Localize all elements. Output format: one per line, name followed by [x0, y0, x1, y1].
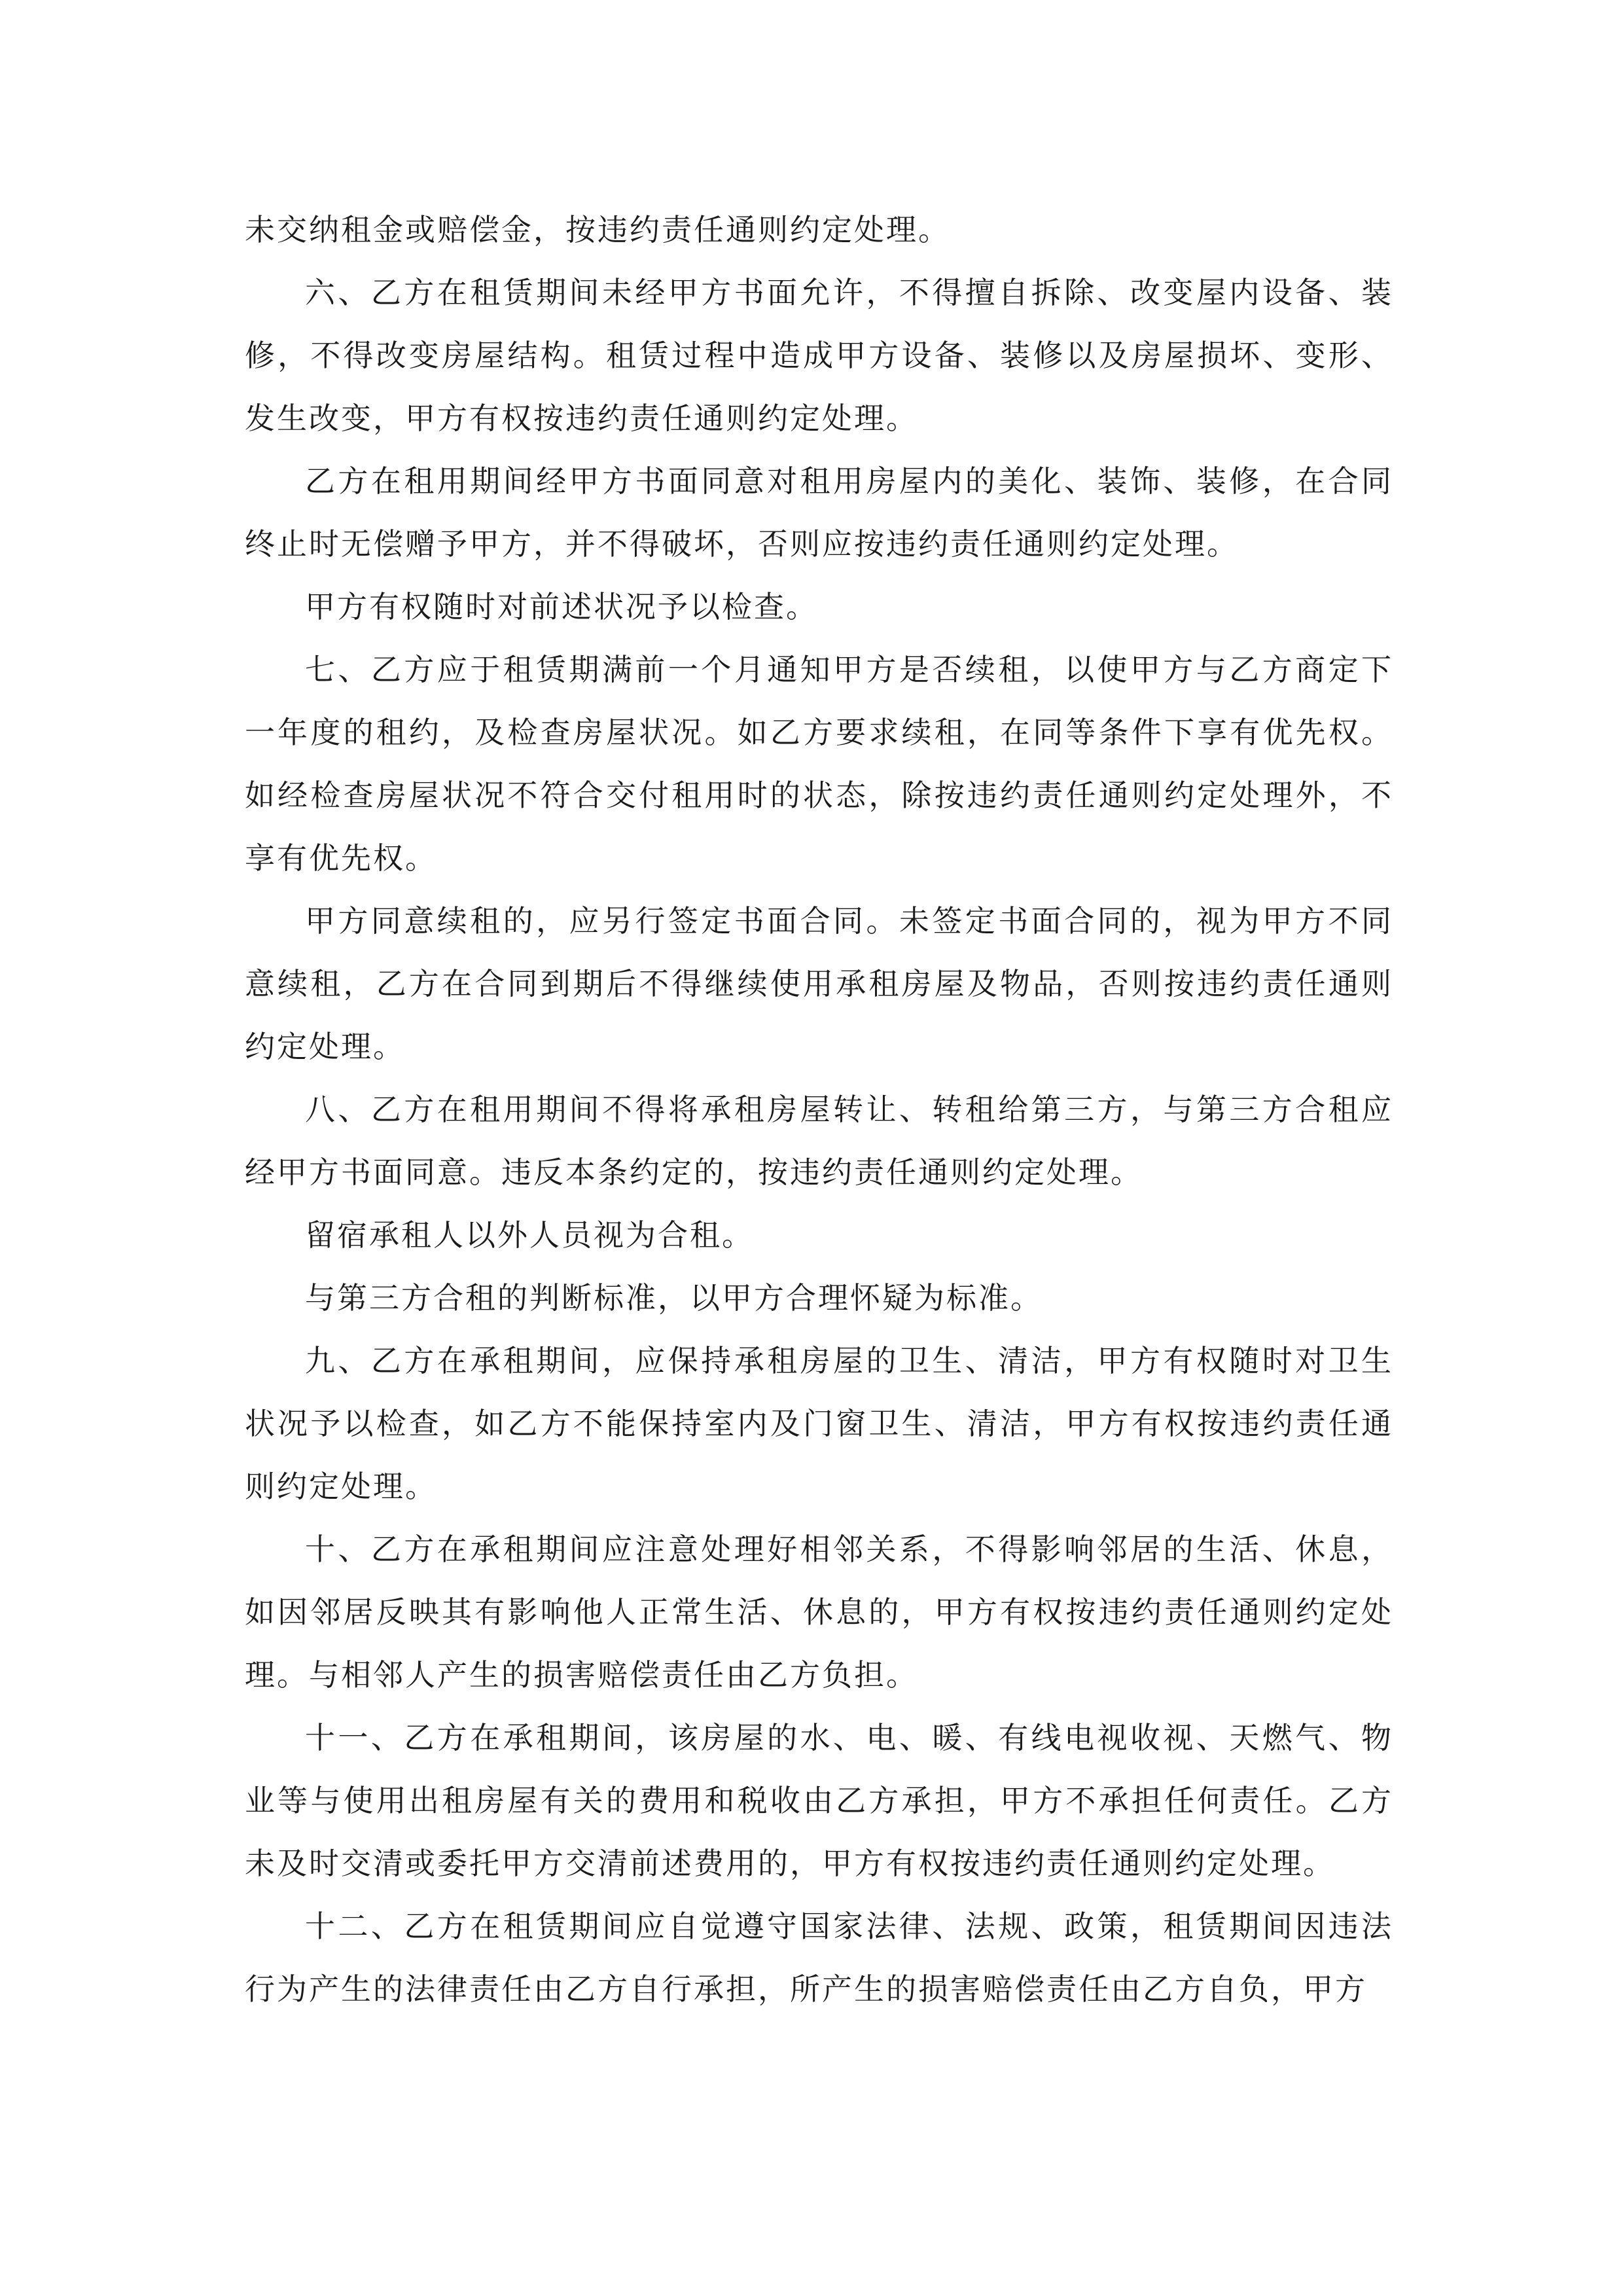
- paragraph-clause-6-decoration: 乙方在租用期间经甲方书面同意对租用房屋内的美化、装饰、装修，在合同终止时无偿赠予甲方，并不得破坏，否则应按违约责任通则约定处理。: [245, 463, 1393, 562]
- paragraph-clause-12: 十二、乙方在租赁期间应自觉遵守国家法律、法规、政策，租赁期间因违法行为产生的法律责任由乙方自行承担，所产生的损害赔偿责任由乙方自负，甲方: [245, 1909, 1393, 2007]
- paragraph-clause-11: 十一、乙方在承租期间，该房屋的水、电、暖、有线电视收视、天燃气、物业等与使用出租房屋有关的费用和税收由乙方承担，甲方不承担任何责任。乙方未及时交清或委托甲方交清前述费用的，甲方有权按违约责任通则约定处理。: [245, 1720, 1393, 1881]
- paragraph-clause-8: 八、乙方在租用期间不得将承租房屋转让、转租给第三方，与第三方合租应经甲方书面同意。违反本条约定的，按违约责任通则约定处理。: [245, 1092, 1393, 1190]
- document-body: [245, 198, 1393, 2020]
- paragraph-clause-7-renewal: 甲方同意续租的，应另行签定书面合同。未签定书面合同的，视为甲方不同意续租，乙方在合同到期后不得继续使用承租房屋及物品，否则按违约责任通则约定处理。: [245, 903, 1393, 1064]
- paragraph-clause-6: 六、乙方在租赁期间未经甲方书面允许，不得擅自拆除、改变屋内设备、装修，不得改变房屋结构。租赁过程中造成甲方设备、装修以及房屋损坏、变形、发生改变，甲方有权按违约责任通则约定处理。: [245, 275, 1393, 436]
- paragraph-clause-6-inspection: 甲方有权随时对前述状况予以检查。: [305, 589, 818, 624]
- paragraph-clause-9: 九、乙方在承租期间，应保持承租房屋的卫生、清洁，甲方有权随时对卫生状况予以检查，如乙方不能保持室内及门窗卫生、清洁，甲方有权按违约责任通则约定处理。: [245, 1343, 1393, 1504]
- paragraph-clause-10: 十、乙方在承租期间应注意处理好相邻关系，不得影响邻居的生活、休息，如因邻居反映其有影响他人正常生活、休息的，甲方有权按违约责任通则约定处理。与相邻人产生的损害赔偿责任由乙方负担。: [245, 1532, 1393, 1693]
- paragraph-clause-8-guests: 留宿承租人以外人员视为合租。: [305, 1217, 754, 1253]
- paragraph-continuation: 未交纳租金或赔偿金，按违约责任通则约定处理。: [245, 212, 950, 247]
- paragraph-clause-8-standard: 与第三方合租的判断标准，以甲方合理怀疑为标准。: [305, 1280, 1043, 1316]
- paragraph-clause-7: 七、乙方应于租赁期满前一个月通知甲方是否续租，以使甲方与乙方商定下一年度的租约，及检查房屋状况。如乙方要求续租，在同等条件下享有优先权。如经检查房屋状况不符合交付租用时的状态，除按违约责任通则约定处理外，不享有优先权。: [245, 652, 1393, 876]
